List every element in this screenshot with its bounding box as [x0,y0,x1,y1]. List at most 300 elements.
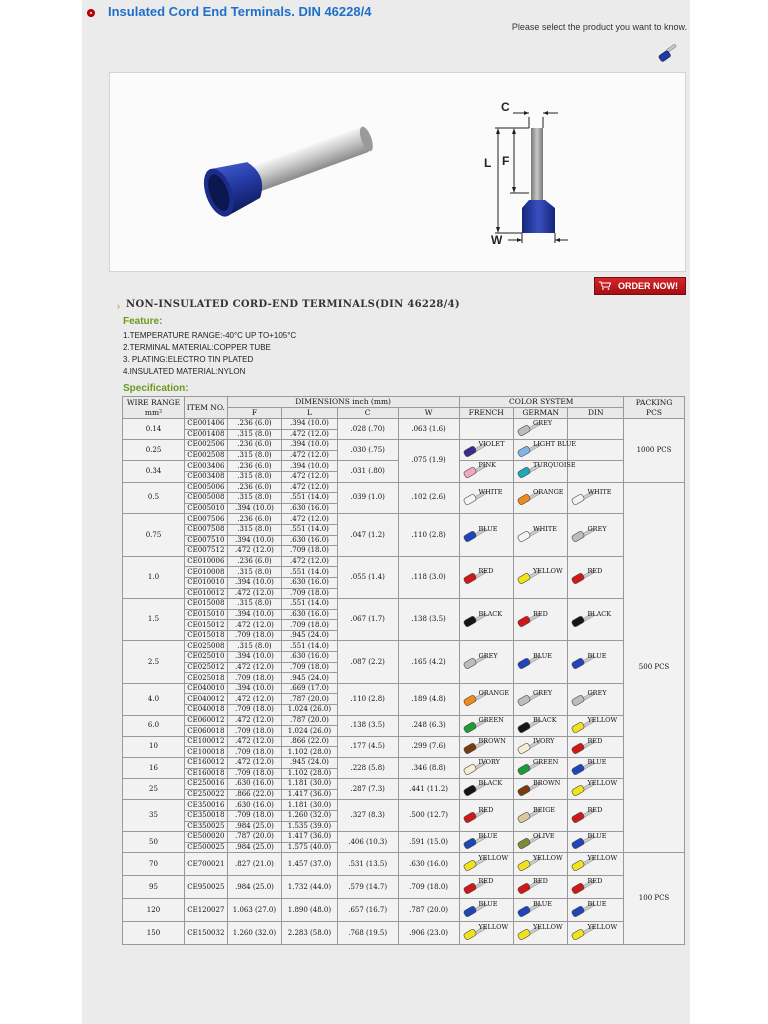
wire-range-cell: 16 [123,758,185,779]
dim-c: .228 (5.8) [337,758,398,779]
color-swatch-cell [568,641,624,683]
dim-l: 1.417 (36.0) [282,832,338,843]
section-title: NON-INSULATED CORD-END TERMINALS(DIN 46228/4) [126,299,460,310]
color-name: RED [587,805,603,814]
table-row [123,736,685,747]
item-number: CE025010 [184,652,227,663]
dim-l: 1.260 (32.0) [282,810,338,821]
wire-range-cell: 35 [123,800,185,832]
color-swatch-cell [514,853,568,876]
dim-f: .984 (25.0) [227,842,281,853]
wire-range-cell: 120 [123,899,185,922]
dim-l: 1.181 (30.0) [282,800,338,811]
color-swatch-cell [568,482,624,514]
color-name: OLIVE [533,832,555,841]
dim-f: .472 (12.0) [227,546,281,557]
dim-c: .177 (4.5) [337,736,398,757]
cord-end-terminal-image [110,73,687,273]
color-name: GREY [587,525,607,534]
table-row [123,440,685,451]
color-name: BLUE [587,652,607,661]
header-l: L [282,408,338,419]
dim-f: 1.260 (32.0) [227,922,281,945]
color-name: RED [533,877,548,886]
dim-f: .472 (12.0) [227,620,281,631]
color-name: GREEN [533,758,559,767]
wire-range-cell: 70 [123,853,185,876]
color-name: RED [478,567,494,576]
dim-f: .984 (25.0) [227,876,281,899]
dim-l: .472 (12.0) [282,450,338,461]
packing-cell: 500 PCS [624,482,685,853]
item-number: CE025012 [184,662,227,673]
dim-l: .787 (20.0) [282,694,338,705]
color-name: BLUE [478,525,498,534]
color-name: BLACK [478,779,503,788]
color-name: RED [587,736,603,745]
color-swatch-cell [459,832,513,853]
header-wire-range: WIRE RANGE mm² [123,397,185,419]
feature-item: 4.INSULATED MATERIAL:NYLON [123,367,246,376]
dim-w: .787 (20.0) [398,899,459,922]
dim-w: .346 (8.8) [398,758,459,779]
color-swatch-cell [459,556,513,598]
dim-f: .630 (16.0) [227,779,281,790]
dim-c: .067 (1.7) [337,599,398,641]
color-swatch-cell [568,599,624,641]
color-name: YELLOW [478,923,509,932]
dim-w: .075 (1.9) [398,440,459,482]
red-bullet-icon [87,9,95,17]
dim-w: .441 (11.2) [398,779,459,800]
color-swatch-cell [514,800,568,832]
header-dimensions: DIMENSIONS inch (mm) [227,397,459,408]
dim-l: 1.102 (28.0) [282,768,338,779]
dim-f: .315 (8.0) [227,471,281,482]
color-name: GREY [587,689,607,698]
color-swatch-cell [514,922,568,945]
dim-l: .394 (10.0) [282,419,338,430]
color-name: BLUE [587,900,607,909]
item-number: CE060012 [184,715,227,726]
color-swatch-cell [514,899,568,922]
header-color-system: COLOR SYSTEM [459,397,624,408]
specification-table [122,396,685,945]
header-german: GERMAN [514,408,568,419]
table-row [123,800,685,811]
wire-range-cell: 0.25 [123,440,185,461]
item-number: CE100018 [184,747,227,758]
item-number: CE007506 [184,514,227,525]
dim-f: .472 (12.0) [227,694,281,705]
dim-l: 1.024 (26.0) [282,726,338,737]
color-swatch-cell [568,440,624,461]
wire-range-cell: 0.34 [123,461,185,482]
dim-l: .866 (22.0) [282,736,338,747]
dim-w: .591 (15.0) [398,832,459,853]
dim-f: .236 (6.0) [227,440,281,451]
dim-w: .248 (6.3) [398,715,459,736]
dim-l: .630 (16.0) [282,652,338,663]
dim-f: .394 (10.0) [227,577,281,588]
dim-l: .394 (10.0) [282,440,338,451]
color-swatch-cell [568,419,624,440]
item-number: CE700021 [184,853,227,876]
color-swatch-cell [568,853,624,876]
dim-f: .315 (8.0) [227,450,281,461]
dim-f: .709 (18.0) [227,673,281,684]
color-name: YELLOW [587,779,618,788]
color-swatch-cell [514,683,568,715]
color-swatch-cell [459,800,513,832]
dim-w: .102 (2.6) [398,482,459,514]
color-name: YELLOW [587,854,618,863]
color-swatch-cell [459,683,513,715]
item-number: CE010006 [184,556,227,567]
color-swatch-cell [459,853,513,876]
color-swatch-cell [459,899,513,922]
dim-f: .236 (6.0) [227,482,281,493]
item-number: CE007512 [184,546,227,557]
dim-l: 1.535 (39.0) [282,821,338,832]
header-w: W [398,408,459,419]
dim-l: .669 (17.0) [282,683,338,694]
dim-c: .039 (1.0) [337,482,398,514]
color-name: GREY [478,652,498,661]
color-name: IVORY [478,758,500,767]
color-swatch-cell [459,482,513,514]
color-swatch-cell [514,482,568,514]
color-name: YELLOW [478,854,509,863]
packing-cell: 1000 PCS [624,419,685,483]
color-swatch-cell [514,758,568,779]
dim-f: .236 (6.0) [227,556,281,567]
color-name: BROWN [478,736,506,745]
dim-f: .787 (20.0) [227,832,281,843]
color-swatch-cell [514,514,568,556]
dim-w: .110 (2.8) [398,514,459,556]
dim-l: .630 (16.0) [282,609,338,620]
color-name: BLUE [587,832,607,841]
item-number: CE015012 [184,620,227,631]
table-row [123,922,685,945]
dim-f: .709 (18.0) [227,726,281,737]
color-swatch-cell [568,461,624,482]
item-number: CE040018 [184,705,227,716]
dim-c: .768 (19.5) [337,922,398,945]
dim-l: .551 (14.0) [282,493,338,504]
dim-l: .787 (20.0) [282,715,338,726]
item-number: CE015010 [184,609,227,620]
color-name: BEIGE [533,805,556,814]
dim-l: .709 (18.0) [282,620,338,631]
dim-l: 1.890 (48.0) [282,899,338,922]
color-name: RED [587,877,603,886]
color-swatch-cell [568,899,624,922]
dim-l: .709 (18.0) [282,546,338,557]
color-name: LIGHT BLUE [533,440,577,449]
cart-icon [599,281,611,290]
specification-heading: Specification: [123,383,189,394]
table-row [123,599,685,610]
dim-f: .236 (6.0) [227,514,281,525]
item-number: CE015018 [184,630,227,641]
dim-f: .315 (8.0) [227,524,281,535]
header-c: C [337,408,398,419]
dim-l: .472 (12.0) [282,514,338,525]
dim-label-c: C [501,100,510,114]
feature-item: 2.TERMINAL MATERIAL:COPPER TUBE [123,343,271,352]
dim-f: .472 (12.0) [227,588,281,599]
item-number: CE005008 [184,493,227,504]
table-row [123,482,685,493]
dim-f: .315 (8.0) [227,641,281,652]
dim-w: .906 (23.0) [398,922,459,945]
dim-f: .709 (18.0) [227,810,281,821]
dim-l: .709 (18.0) [282,588,338,599]
color-name: IVORY [533,736,555,745]
color-name: WHITE [478,487,503,496]
dim-l: 1.732 (44.0) [282,876,338,899]
dim-f: .866 (22.0) [227,789,281,800]
color-name: RED [587,567,603,576]
color-swatch-cell [568,800,624,832]
color-name: BLUE [533,900,552,909]
dim-f: .709 (18.0) [227,705,281,716]
dim-l: .551 (14.0) [282,599,338,610]
dim-f: .315 (8.0) [227,493,281,504]
product-thumbnail-icon[interactable] [656,44,680,66]
header-item-no: ITEM NO. [184,397,227,419]
color-name: YELLOW [533,854,563,863]
color-name: YELLOW [587,923,618,932]
dim-c: .406 (10.3) [337,832,398,853]
color-name: BLUE [478,900,498,909]
dim-f: .394 (10.0) [227,652,281,663]
dim-f: .315 (8.0) [227,599,281,610]
dim-l: .472 (12.0) [282,471,338,482]
item-number: CE160012 [184,758,227,769]
table-row [123,853,685,876]
item-number: CE150032 [184,922,227,945]
table-row [123,758,685,769]
color-swatch-cell [568,556,624,598]
dim-f: .394 (10.0) [227,535,281,546]
wire-range-cell: 95 [123,876,185,899]
dim-c: .657 (16.7) [337,899,398,922]
item-number: CE001408 [184,429,227,440]
item-number: CE950025 [184,876,227,899]
item-number: CE350025 [184,821,227,832]
dim-w: .165 (4.2) [398,641,459,683]
dim-c: .579 (14.7) [337,876,398,899]
color-swatch-cell [568,876,624,899]
item-number: CE002508 [184,450,227,461]
color-name: TURQUOISE [533,461,576,470]
table-row [123,683,685,694]
table-row [123,832,685,843]
table-row [123,876,685,899]
product-image-panel [109,72,686,272]
color-swatch-cell [459,876,513,899]
dim-l: .472 (12.0) [282,429,338,440]
color-swatch-cell [459,419,513,440]
dim-l: 1.181 (30.0) [282,779,338,790]
item-number: CE010008 [184,567,227,578]
table-row [123,514,685,525]
wire-range-cell: 50 [123,832,185,853]
dim-f: .394 (10.0) [227,683,281,694]
dim-l: .945 (24.0) [282,673,338,684]
section-arrow-icon: › [117,301,120,311]
wire-range-cell: 10 [123,736,185,757]
item-number: CE040010 [184,683,227,694]
item-number: CE010010 [184,577,227,588]
packing-cell: 100 PCS [624,853,685,945]
feature-heading: Feature: [123,316,163,327]
color-swatch-cell [568,736,624,757]
dim-l: .630 (16.0) [282,503,338,514]
color-name: YELLOW [587,715,618,724]
dim-l: .630 (16.0) [282,535,338,546]
color-swatch-cell [514,832,568,853]
dim-c: .138 (3.5) [337,715,398,736]
dim-f: .709 (18.0) [227,747,281,758]
dim-w: .189 (4.8) [398,683,459,715]
dim-w: .630 (16.0) [398,853,459,876]
dim-f: 1.063 (27.0) [227,899,281,922]
title-row [82,4,690,24]
color-name: RED [478,805,494,814]
color-swatch-cell [568,683,624,715]
item-number: CE015008 [184,599,227,610]
color-name: RED [478,877,494,886]
color-name: BLUE [587,758,607,767]
item-number: CE100012 [184,736,227,747]
dim-l: 1.102 (28.0) [282,747,338,758]
dim-c: .110 (2.8) [337,683,398,715]
color-swatch-cell [514,715,568,736]
table-row [123,715,685,726]
dim-f: .315 (8.0) [227,567,281,578]
color-swatch-cell [459,779,513,800]
item-number: CE350016 [184,800,227,811]
item-number: CE002506 [184,440,227,451]
item-number: CE005006 [184,482,227,493]
dim-f: .472 (12.0) [227,662,281,673]
item-number: CE010012 [184,588,227,599]
dim-f: .315 (8.0) [227,429,281,440]
color-swatch-cell [514,876,568,899]
color-swatch-cell [514,440,577,461]
color-name: VIOLET [478,440,505,449]
dim-w: .500 (12.7) [398,800,459,832]
dim-c: .287 (7.3) [337,779,398,800]
header-packing: PACKING PCS [624,397,685,419]
table-row [123,641,685,652]
dim-f: .984 (25.0) [227,821,281,832]
dim-w: .063 (1.6) [398,419,459,440]
page-content [82,0,690,1024]
dim-f: .472 (12.0) [227,715,281,726]
dim-l: 2.283 (58.0) [282,922,338,945]
dim-f: .236 (6.0) [227,419,281,430]
dim-label-f: F [502,154,510,168]
dim-l: .472 (12.0) [282,482,338,493]
order-now-button[interactable] [594,277,686,295]
color-name: YELLOW [533,567,563,576]
dim-f: .630 (16.0) [227,800,281,811]
wire-range-cell: 0.14 [123,419,185,440]
item-number: CE060018 [184,726,227,737]
color-name: BLACK [533,715,557,724]
select-note: Please select the product you want to know. [511,22,687,32]
color-swatch-cell [514,641,568,683]
dim-f: .236 (6.0) [227,461,281,472]
item-number: CE007508 [184,524,227,535]
color-swatch-cell [568,514,624,556]
wire-range-cell: 150 [123,922,185,945]
color-name: RED [533,609,548,618]
color-swatch-cell [459,514,513,556]
color-swatch-cell [459,758,513,779]
color-swatch-cell [568,715,624,736]
table-row [123,556,685,567]
color-swatch-cell [514,779,568,800]
dim-c: .055 (1.4) [337,556,398,598]
color-swatch-cell [459,461,513,482]
wire-range-cell: 1.5 [123,599,185,641]
color-name: BLUE [533,652,552,661]
dim-l: .551 (14.0) [282,524,338,535]
dim-l: 1.457 (37.0) [282,853,338,876]
color-swatch-cell [514,419,568,440]
item-number: CE120027 [184,899,227,922]
dim-w: .118 (3.0) [398,556,459,598]
item-number: CE005010 [184,503,227,514]
wire-range-cell: 4.0 [123,683,185,715]
dim-c: .031 (.80) [337,461,398,482]
color-swatch-cell [459,715,513,736]
dim-l: .630 (16.0) [282,577,338,588]
color-swatch-cell [514,461,576,482]
wire-range-cell: 6.0 [123,715,185,736]
color-name: GREEN [478,715,504,724]
feature-item: 3. PLATING:ELECTRO TIN PLATED [123,355,254,364]
color-swatch-cell [459,922,513,945]
dim-c: .028 (.70) [337,419,398,440]
wire-range-cell: 1.0 [123,556,185,598]
dim-label-l: L [484,156,492,170]
wire-range-cell: 25 [123,779,185,800]
dimension-drawing [484,100,568,247]
dim-l: .551 (14.0) [282,641,338,652]
item-number: CE160018 [184,768,227,779]
color-name: BLACK [587,609,612,618]
color-swatch-cell [568,758,624,779]
color-name: GREY [533,419,553,428]
item-number: CE500025 [184,842,227,853]
color-name: YELLOW [533,923,563,932]
table-row [123,899,685,922]
dim-c: .087 (2.2) [337,641,398,683]
item-number: CE003406 [184,461,227,472]
dim-c: .327 (8.3) [337,800,398,832]
color-swatch-cell [514,556,568,598]
item-number: CE350018 [184,810,227,821]
dim-w: .299 (7.6) [398,736,459,757]
dim-f: .709 (18.0) [227,630,281,641]
